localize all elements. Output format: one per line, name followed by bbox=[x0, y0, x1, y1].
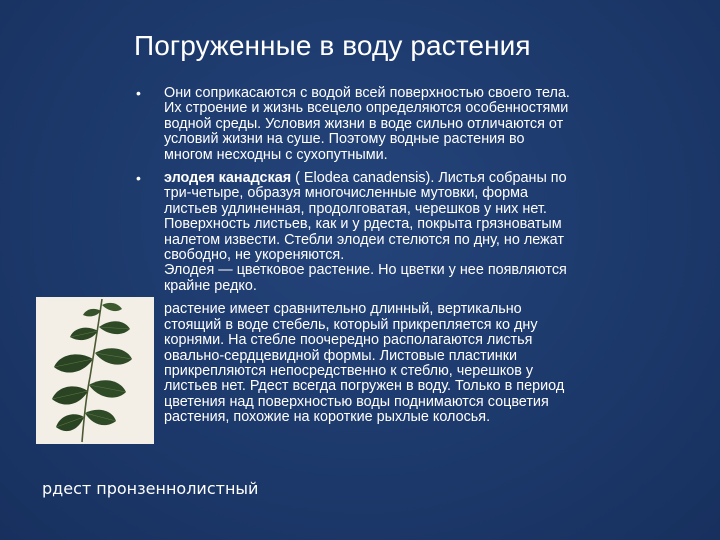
slide-title: Погруженные в воду растения bbox=[134, 30, 531, 61]
bullet-line: Поверхность листьев, как и у рдеста, покрыта грязноватым bbox=[164, 216, 562, 233]
bullet-line: налетом извести. Стебли элодеи стелются по дну, но лежат bbox=[164, 231, 564, 248]
leaf-icon bbox=[102, 303, 122, 311]
bullet-line: Их строение и жизнь всецело определяются особенностями bbox=[164, 100, 569, 117]
bullet-line: корнями. На стебле поочередно располагаются листья bbox=[164, 332, 533, 349]
bullet-line-rest: ( Elodea canadensis). Листья собраны по bbox=[291, 170, 567, 187]
leaf-icon bbox=[85, 410, 116, 425]
plant-drawing bbox=[36, 297, 154, 444]
bullet-line: стоящий в воде стебель, который прикрепляется ко дну bbox=[164, 316, 538, 333]
leaf-icon bbox=[99, 321, 130, 334]
bullet-marker: • bbox=[136, 85, 141, 101]
leaf-icon bbox=[54, 354, 93, 372]
bullet-line: Они соприкасаются с водой всей поверхностью своего тела. bbox=[164, 85, 570, 101]
bullet-line: условий жизни на суше. Поэтому водные растения во bbox=[164, 131, 525, 148]
bullet-line: растения, похожие на короткие рыхлые колосья. bbox=[164, 409, 491, 426]
leaf-icon bbox=[95, 348, 132, 364]
bullet-line: три-четыре, образуя многочисленные мутовки, форма bbox=[164, 185, 528, 202]
bullet-line: многом несходны с сухопутными. bbox=[164, 146, 388, 163]
bullet-line: цветения над поверхностью воды поднимаются соцветия bbox=[164, 393, 549, 410]
leaf-icon bbox=[83, 309, 101, 316]
bullet-item-1 bbox=[136, 86, 681, 163]
leaf-icon bbox=[56, 414, 84, 431]
image-caption: рдест пронзеннолистный bbox=[42, 479, 259, 498]
leaf-icon bbox=[89, 380, 126, 397]
bullet-line: прикрепляются непосредственно к стеблю, черешков у bbox=[164, 362, 534, 379]
bullet-first-line bbox=[164, 171, 681, 186]
leaf-icon bbox=[52, 386, 88, 404]
bullet-line: овально-сердцевидной формы. Листовые пластинки bbox=[164, 347, 518, 364]
bullet-line: водной среды. Условия жизни в воде сильно отличаются от bbox=[164, 115, 564, 132]
bullet-item-3 bbox=[136, 302, 681, 425]
bullet-item-2 bbox=[136, 171, 681, 294]
plant-illustration bbox=[36, 297, 154, 444]
bullet-marker: • bbox=[136, 170, 141, 187]
bullet-line: свободно, не укореняются. bbox=[164, 247, 345, 264]
bullet-line: крайне редко. bbox=[164, 277, 257, 294]
bullet-line: Элодея — цветковое растение. Но цветки у нее появляются bbox=[164, 262, 567, 279]
bullet-line: растение имеет сравнительно длинный, вертикально bbox=[164, 301, 522, 318]
bullet-line: листьев нет. Рдест всегда погружен в воду. Только в период bbox=[164, 378, 565, 395]
bullet-list bbox=[136, 86, 681, 434]
bold-term: элодея канадская bbox=[164, 170, 292, 187]
bullet-line: листьев удлиненная, продолговатая, черешков у них нет. bbox=[164, 200, 547, 217]
